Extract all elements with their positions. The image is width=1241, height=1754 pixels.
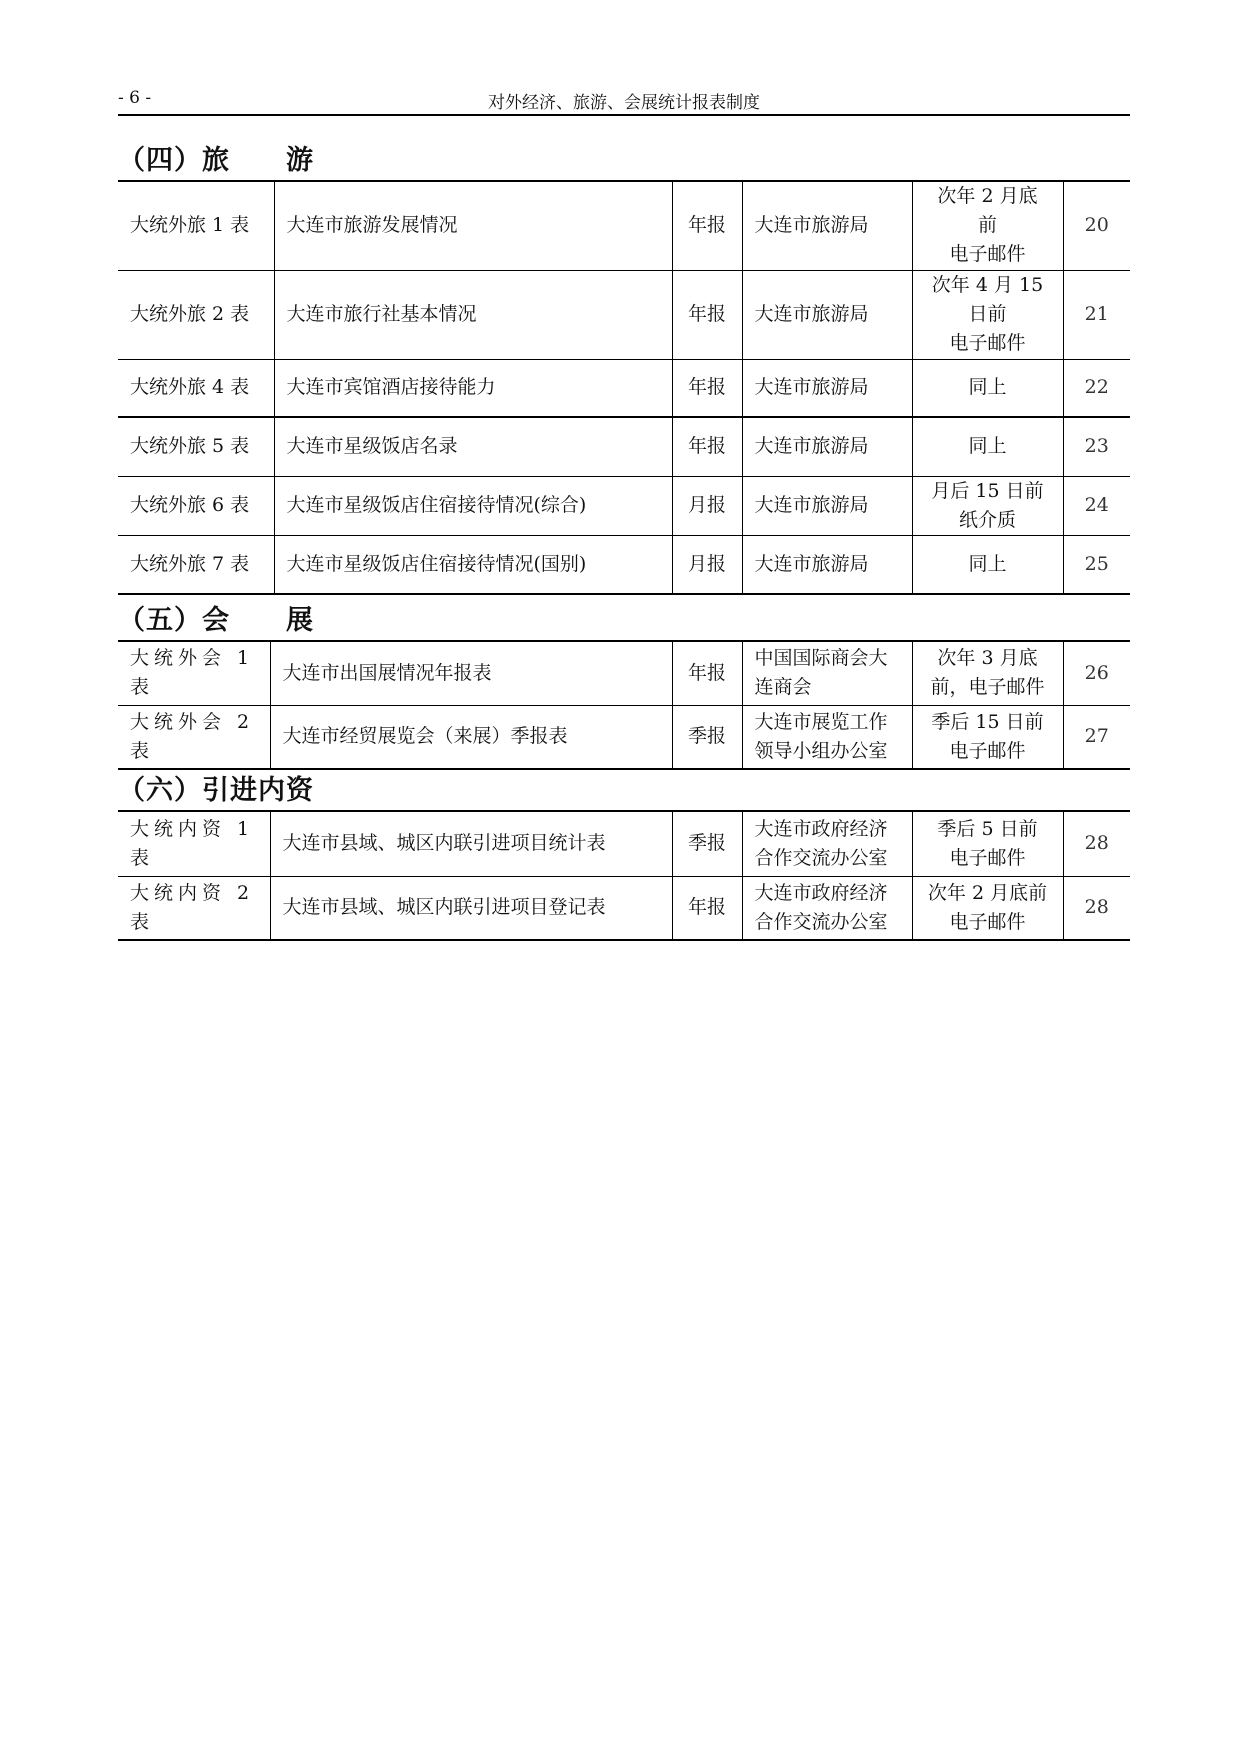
report-period: 年报 [672, 876, 742, 940]
report-page: 21 [1063, 270, 1130, 359]
deadline-line: 日前 [968, 303, 1007, 325]
report-deadline [912, 705, 1063, 769]
report-name: 大连市旅游发展情况 [274, 181, 672, 270]
table-row [118, 270, 1130, 359]
report-org: 大连市旅游局 [742, 181, 912, 270]
deadline-line: 同上 [968, 435, 1007, 458]
table-row [118, 535, 1130, 594]
report-period: 季报 [672, 811, 742, 876]
deadline-line: 次年 2 月底前 [927, 881, 1048, 904]
report-org: 大连市旅游局 [742, 535, 912, 594]
report-page: 20 [1063, 181, 1130, 270]
table-row [118, 876, 1130, 940]
report-name: 大连市经贸展览会（来展）季报表 [270, 705, 672, 769]
deadline-line: 同上 [968, 376, 1007, 399]
report-page: 25 [1063, 535, 1130, 594]
report-org: 大连市旅游局 [742, 417, 912, 476]
section-title: （五）会 展 [118, 605, 314, 636]
deadline-line: 同上 [968, 552, 1007, 575]
deadline-line: 季后 15 日前 [931, 710, 1044, 733]
report-code: 大统外旅 1 表 [118, 181, 274, 270]
report-period: 年报 [672, 359, 742, 417]
report-code: 大统外旅 6 表 [118, 476, 274, 535]
report-name: 大连市出国展情况年报表 [270, 641, 672, 705]
report-org: 大连市旅游局 [742, 359, 912, 417]
section-domestic-investment [118, 772, 1130, 941]
report-name: 大连市星级饭店住宿接待情况(综合) [274, 476, 672, 535]
report-period: 季报 [672, 705, 742, 769]
report-code: 大统外旅 7 表 [118, 535, 274, 594]
deadline-line: 季后 5 日前 [937, 817, 1038, 840]
report-table [118, 640, 1130, 770]
report-table [118, 810, 1130, 941]
report-org: 大连市旅游局 [742, 476, 912, 535]
deadline-line: 月后 15 日前 [931, 479, 1044, 502]
report-name: 大连市旅行社基本情况 [274, 270, 672, 359]
table-row [118, 641, 1130, 705]
report-code: 大统外会 1 表 [118, 641, 270, 705]
deadline-line: 前，电子邮件 [930, 676, 1045, 699]
page-header [118, 86, 1130, 116]
deadline-line: 纸介质 [958, 508, 1016, 531]
report-deadline [912, 359, 1063, 417]
table-row [118, 811, 1130, 876]
report-page: 27 [1063, 705, 1130, 769]
report-name: 大连市星级饭店住宿接待情况(国别) [274, 535, 672, 594]
page-number: - 6 - [118, 88, 152, 108]
report-code: 大统外会 2 表 [118, 705, 270, 769]
deadline-line: 次年 4 月 15 [931, 274, 1044, 296]
report-page: 28 [1063, 876, 1130, 940]
deadline-line: 电子邮件 [949, 910, 1026, 933]
report-deadline [912, 535, 1063, 594]
report-org: 大连市政府经济合作交流办公室 [742, 811, 912, 876]
deadline-line: 次年 2 月底 [937, 185, 1038, 208]
report-table [118, 180, 1130, 595]
report-page: 26 [1063, 641, 1130, 705]
section-title: （四）旅 游 [118, 145, 314, 176]
report-page: 22 [1063, 359, 1130, 417]
report-name: 大连市星级饭店名录 [274, 417, 672, 476]
report-deadline [912, 417, 1063, 476]
section-exhibitions [118, 602, 1130, 770]
deadline-line: 电子邮件 [949, 739, 1026, 762]
report-period: 年报 [672, 417, 742, 476]
report-org: 大连市旅游局 [742, 270, 912, 359]
report-deadline [912, 876, 1063, 940]
report-period: 月报 [672, 535, 742, 594]
report-org: 大连市展览工作领导小组办公室 [742, 705, 912, 769]
report-deadline [912, 181, 1063, 270]
table-row [118, 476, 1130, 535]
document-title: 对外经济、旅游、会展统计报表制度 [488, 93, 760, 113]
deadline-line: 前 [977, 214, 997, 237]
report-period: 年报 [672, 270, 742, 359]
report-period: 年报 [672, 181, 742, 270]
report-period: 年报 [672, 641, 742, 705]
deadline-line: 次年 3 月底 [937, 647, 1038, 670]
report-deadline [912, 476, 1063, 535]
report-code: 大统外旅 5 表 [118, 417, 274, 476]
report-deadline [912, 270, 1063, 359]
table-row [118, 705, 1130, 769]
report-deadline [912, 811, 1063, 876]
report-code: 大统内资 1 表 [118, 811, 270, 876]
table-row [118, 359, 1130, 417]
report-name: 大连市县域、城区内联引进项目统计表 [270, 811, 672, 876]
table-row [118, 417, 1130, 476]
table-row [118, 181, 1130, 270]
report-page: 24 [1063, 476, 1130, 535]
deadline-line: 电子邮件 [949, 243, 1026, 266]
section-title: （六）引进内资 [118, 775, 314, 806]
report-code: 大统外旅 2 表 [118, 270, 274, 359]
report-deadline [912, 641, 1063, 705]
report-page: 23 [1063, 417, 1130, 476]
report-name: 大连市县域、城区内联引进项目登记表 [270, 876, 672, 940]
deadline-line: 电子邮件 [949, 846, 1026, 869]
report-org: 大连市政府经济合作交流办公室 [742, 876, 912, 940]
section-tourism [118, 142, 1130, 595]
report-code: 大统内资 2 表 [118, 876, 270, 940]
deadline-line: 电子邮件 [949, 332, 1026, 354]
report-code: 大统外旅 4 表 [118, 359, 274, 417]
report-period: 月报 [672, 476, 742, 535]
report-name: 大连市宾馆酒店接待能力 [274, 359, 672, 417]
report-org: 中国国际商会大连商会 [742, 641, 912, 705]
report-page: 28 [1063, 811, 1130, 876]
